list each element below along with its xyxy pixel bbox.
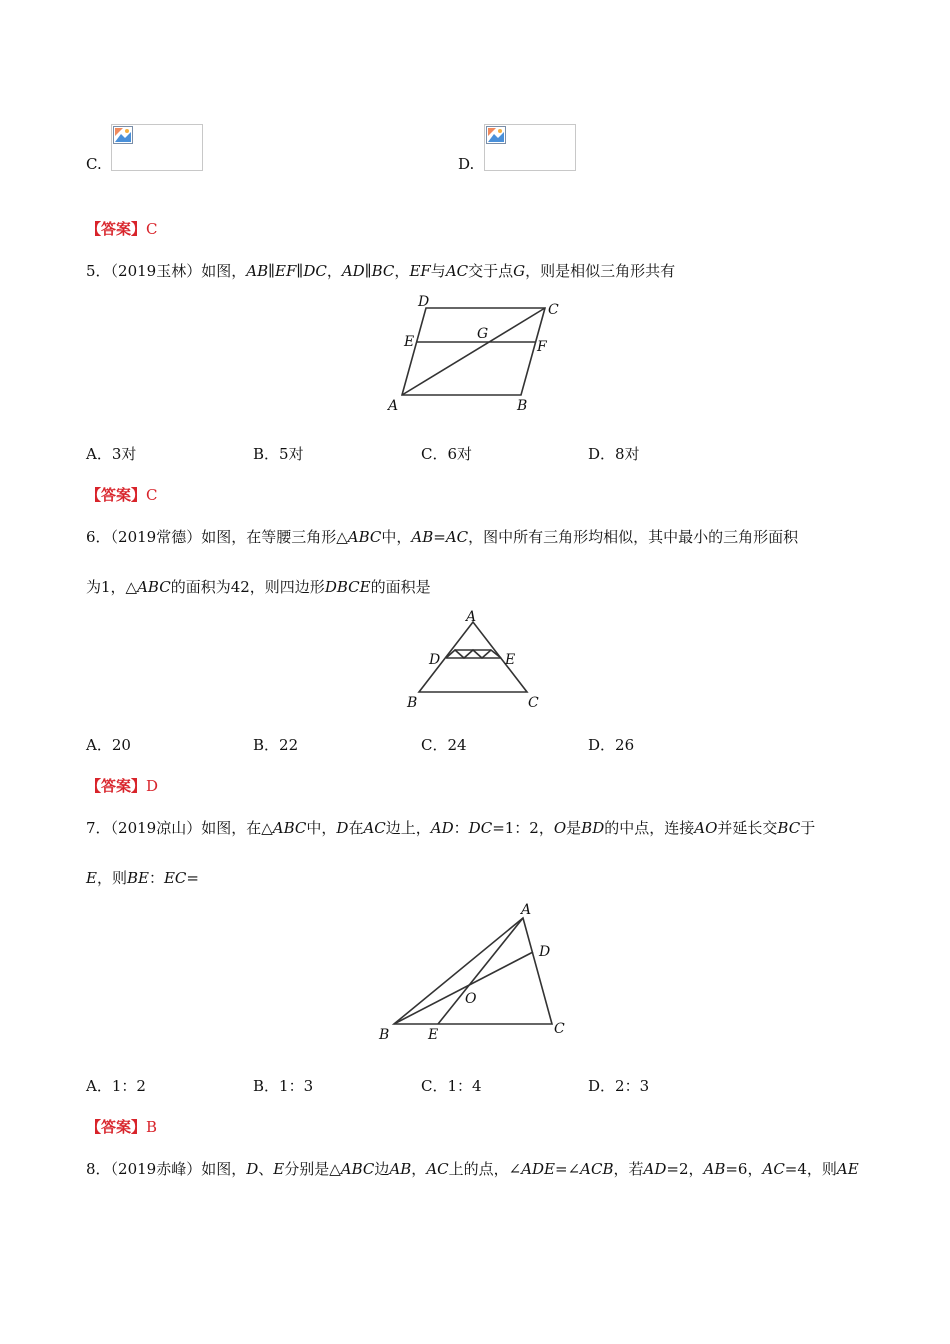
label-a: A <box>388 398 399 414</box>
q6-option-d[interactable]: D．26 <box>588 736 635 754</box>
label-a: A <box>521 902 532 918</box>
label-f: F <box>537 339 547 355</box>
question-source: （2019赤峰） <box>110 1160 202 1178</box>
question-7-figure <box>370 898 580 1048</box>
label-e: E <box>404 334 415 350</box>
answer-label: 【答案】 <box>86 486 147 504</box>
q6-option-a[interactable]: A．20 <box>86 736 131 754</box>
q5-option-c[interactable]: C．6对 <box>421 445 473 463</box>
question-source: （2019玉林） <box>110 262 202 280</box>
q6-option-b[interactable]: B．22 <box>253 736 299 754</box>
option-c-image <box>111 124 203 171</box>
question-number: 6． <box>86 528 111 546</box>
label-d: D <box>539 944 551 960</box>
answer-q7 <box>86 1117 157 1137</box>
question-5-stem: 5．（2019玉林）如图，AB∥EF∥DC，AD∥BC，EF与AC交于点G，则是相似三角形共有 <box>86 262 676 280</box>
answer-label: 【答案】 <box>86 777 147 795</box>
question-number: 7． <box>86 819 111 837</box>
option-d-label: D. <box>458 155 475 173</box>
label-e: E <box>428 1027 439 1043</box>
broken-image-icon <box>486 126 506 144</box>
q5-option-a[interactable]: A．3对 <box>86 445 137 463</box>
label-b: B <box>379 1027 390 1043</box>
question-number: 5． <box>86 262 111 280</box>
label-c: C <box>548 302 559 318</box>
triangle-abc <box>394 918 552 1024</box>
label-d: D <box>418 294 430 310</box>
q5-option-d[interactable]: D．8对 <box>588 445 640 463</box>
answer-value: D <box>146 777 159 795</box>
option-c-label: C. <box>86 155 102 173</box>
question-number: 8． <box>86 1160 111 1178</box>
answer-q6 <box>86 776 158 796</box>
answer-q5 <box>86 485 158 505</box>
question-8-stem: 8．（2019赤峰）如图，D、E分别是△ABC边AB，AC上的点，∠ADE=∠ACB，若AD=2，AB=6，AC=4，则AE <box>86 1160 859 1178</box>
q7-option-b[interactable]: B．1：3 <box>253 1077 314 1095</box>
label-o: O <box>465 991 477 1007</box>
diagonal-ac <box>402 308 545 395</box>
label-c: C <box>528 695 539 711</box>
question-7-stem-line2: E，则BE：EC= <box>86 869 199 887</box>
question-source: （2019常德） <box>110 528 202 546</box>
label-g: G <box>477 326 489 342</box>
question-6-figure <box>400 610 550 712</box>
label-b: B <box>407 695 418 711</box>
question-7-stem-line1: 7．（2019凉山）如图，在△ABC中，D在AC边上，AD：DC=1：2，O是BD的中点，连接AO并延长交BC于 <box>86 819 816 837</box>
answer-q4 <box>86 219 158 239</box>
label-d: D <box>429 652 441 668</box>
question-5-figure <box>380 292 580 416</box>
q7-option-c[interactable]: C．1：4 <box>421 1077 482 1095</box>
answer-value: B <box>146 1118 158 1136</box>
broken-image-icon <box>113 126 133 144</box>
label-a: A <box>466 610 477 625</box>
q7-option-a[interactable]: A．1：2 <box>86 1077 146 1095</box>
small-triangles <box>446 650 501 658</box>
q6-option-c[interactable]: C．24 <box>421 736 467 754</box>
answer-value: C <box>146 220 158 238</box>
label-b: B <box>517 398 528 414</box>
q7-option-d[interactable]: D．2：3 <box>588 1077 650 1095</box>
label-c: C <box>554 1021 565 1037</box>
question-6-stem-line2: 为1，△ABC的面积为42，则四边形DBCE的面积是 <box>86 578 431 596</box>
answer-value: C <box>146 486 158 504</box>
segment-bd <box>394 952 533 1024</box>
answer-label: 【答案】 <box>86 220 147 238</box>
segment-ae <box>438 918 523 1024</box>
question-source: （2019凉山） <box>110 819 202 837</box>
option-d-image <box>484 124 576 171</box>
answer-label: 【答案】 <box>86 1118 147 1136</box>
q5-option-b[interactable]: B．5对 <box>253 445 304 463</box>
question-6-stem-line1: 6．（2019常德）如图，在等腰三角形△ABC中，AB=AC，图中所有三角形均相似，其中最小的三角形面积 <box>86 528 799 546</box>
label-e: E <box>505 652 516 668</box>
